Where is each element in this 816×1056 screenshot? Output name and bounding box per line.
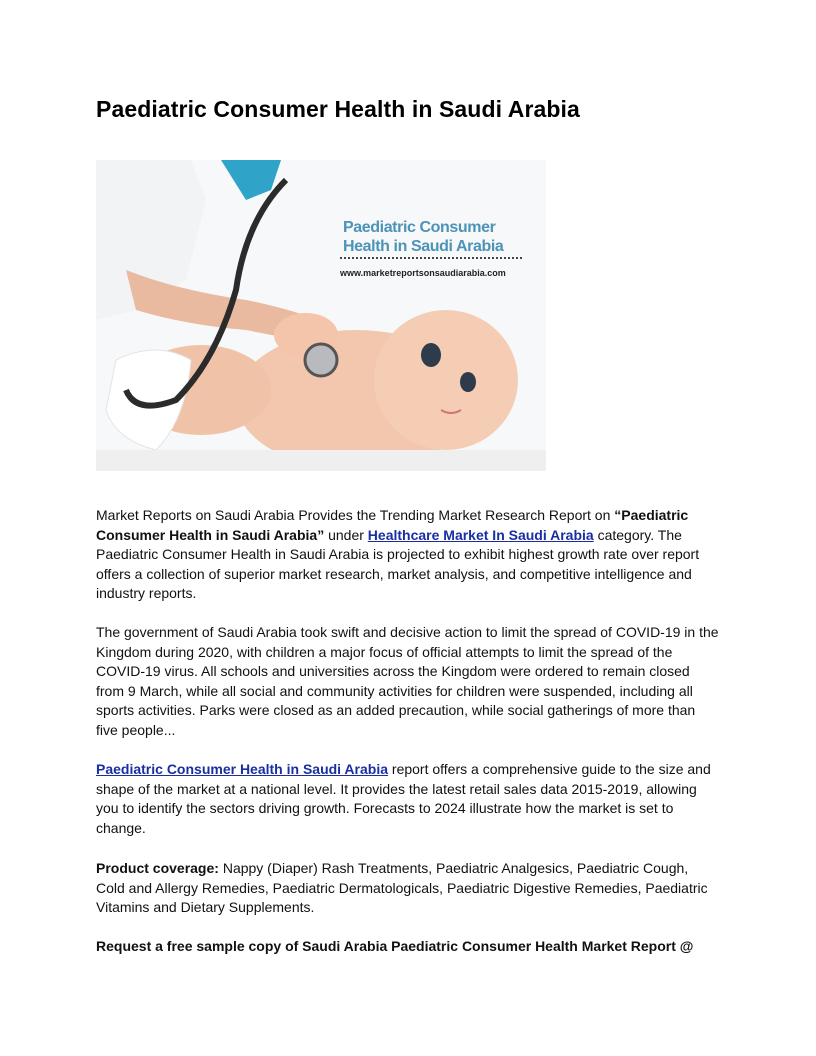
sample-request-text: Request a free sample copy of Saudi Arabia Paediatric Consumer Health Market Report @: [96, 938, 694, 954]
intro-rest-text: category. The Paediatric Consumer Health in Saudi Arabia is projected to exhibit highest growth rate over report offers a collection of superior market research, market analysis, and competitive intelligence and industry reports.: [96, 526, 700, 601]
product-coverage-paragraph: [96, 859, 720, 918]
baby-stethoscope-illustration: [96, 160, 546, 471]
product-coverage-label: Product coverage:: [96, 860, 219, 876]
covid-paragraph: [96, 623, 720, 740]
sample-request-paragraph: [96, 937, 720, 957]
report-name-quoted: “Paediatric Consumer Health in Saudi Arabia”: [96, 507, 689, 543]
hero-overlay-url: www.marketreportsonsaudiarabia.com: [340, 268, 506, 278]
intro-text: Market Reports on Saudi Arabia Provides the Trending Market Research Report on: [96, 507, 615, 523]
product-coverage-text: Nappy (Diaper) Rash Treatments, Paediatric Analgesics, Paediatric Cough, Cold and Allergy Remedies, Paediatric Dermatologicals, Paediatric Digestive Remedies, Paediatric Vitamins and Dietary Supplements.: [96, 860, 708, 915]
hero-overlay-title: Paediatric Consumer Health in Saudi Arabia: [343, 219, 504, 255]
intro-paragraph: [96, 506, 720, 604]
hero-dotted-divider: [340, 257, 522, 259]
under-text: under: [324, 526, 368, 543]
hero-image: [96, 160, 546, 471]
healthcare-market-link[interactable]: Healthcare Market In Saudi Arabia: [367, 526, 594, 543]
report-link[interactable]: Paediatric Consumer Health in Saudi Arabia: [96, 761, 389, 777]
page-title: Paediatric Consumer Health in Saudi Arabia: [96, 96, 580, 122]
report-overview-text: report offers a comprehensive guide to the size and shape of the market at a national level. It provides the latest retail sales data 2015-2019, allowing you to identify the sectors driving growth. Forecasts to 2024 illustrate how the market is set to change.: [96, 761, 711, 836]
report-overview-paragraph: [96, 760, 720, 838]
covid-text: The government of Saudi Arabia took swift and decisive action to limit the spread of COVID-19 in the Kingdom during 2020, with children a major focus of official attempts to limit the spread of the COVID-19 virus. All schools and universities across the Kingdom were ordered to remain closed from 9 March, while all social and community activities for children were suspended, including all sports activities. Parks were closed as an added precaution, while social gatherings of more than five people...: [96, 624, 719, 738]
